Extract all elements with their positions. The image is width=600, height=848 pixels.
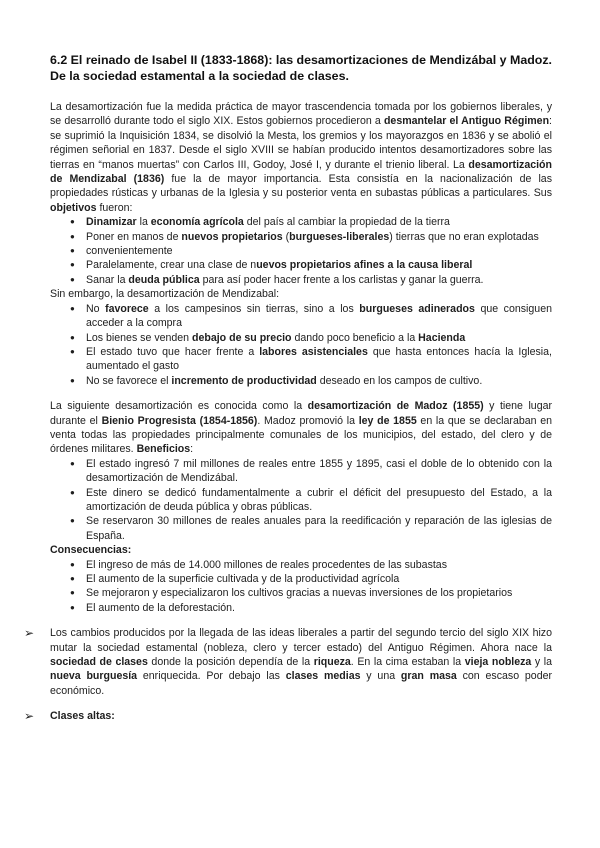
list-item: ● Se reservaron 30 millones de reales anuales para la reedificación y reparación de las iglesias de España. xyxy=(86,514,552,543)
sin-embargo-line: Sin embargo, la desamortización de Mendizabal: xyxy=(50,288,280,301)
list-item: ● Los bienes se venden debajo de su precio dando poco beneficio a la Hacienda xyxy=(86,331,552,345)
list-item: ● El aumento de la superficie cultivada y de la productividad agrícola xyxy=(86,572,552,586)
list-item: ● Poner en manos de nuevos propietarios (burgueses-liberales) tierras que no eran explotadas xyxy=(86,230,552,244)
list-item: ● Paralelamente, crear una clase de nuevos propietarios afines a la causa liberal xyxy=(86,258,552,272)
list-item: ● El estado tuvo que hacer frente a labores asistenciales que hasta entonces hacía la Iglesia, aumentado el gasto xyxy=(86,345,552,374)
page-title: 6.2 El reinado de Isabel II (1833-1868): las desamortizaciones de Mendizábal y Madoz. De la sociedad estamental a la sociedad de clases. xyxy=(50,53,553,83)
arrow-bullet-icon: ➢ xyxy=(24,626,35,641)
intro-paragraph: La desamortización fue la medida práctica de mayor trascendencia tomada por los gobiernos liberales, y se desarrolló durante todo el siglo XIX. Estos gobiernos procedieron a desmantelar el Antiguo Régimen: se suprimió la Inquisición 1834, se disolvió la Mesta, los gremios y los mayorazgos en 1836 y se abolió el régimen señorial en 1837. Desde el siglo XVIII se habían producido intentos desamortizadores sobre las tierras en “manos muertas” con Carlos III, Godoy, José I, y durante el trienio liberal. La desamortización de Mendizabal (1836) fue la de mayor importancia. Esta consistía en la nacionalización de las propiedades rústicas y urbanas de la Iglesia y su posterior venta en subastas públicas a particulares. Sus objetivos fueron: xyxy=(50,101,553,214)
mendizabal-list xyxy=(50,302,552,388)
arrow-bullet-icon: ➢ xyxy=(24,709,35,724)
list-item: ● convenientemente xyxy=(86,244,552,258)
list-item: ● Se mejoraron y especializaron los cultivos gracias a nuevas inversiones de los propietarios xyxy=(86,586,552,600)
list-item: ● Dinamizar la economía agrícola del país al cambiar la propiedad de la tierra xyxy=(86,215,552,229)
madoz-paragraph: La siguiente desamortización es conocida como la desamortización de Madoz (1855) y tiene lugar durante el Bienio Progresista (1854-1856). Madoz promovió la ley de 1855 en la que se declaraban en venta todas las propiedades principalmente comunales de los municipios, del estado, del clero y de órdenes militares. Beneficios: xyxy=(50,400,553,456)
beneficios-list xyxy=(50,457,552,543)
sociedad-paragraph: ➢ Los cambios producidos por la llegada de las ideas liberales a partir del segundo tercio del siglo XIX hizo mutar la sociedad estamental (nobleza, clero y tercer estado) del Antiguo Régimen. Ahora nace la sociedad de clases donde la posición dependía de la riqueza. En la cima estaban la vieja nobleza y la nueva burguesía enriquecida. Por debajo las clases medias y una gran masa con escaso poder económico. xyxy=(24,626,553,697)
consecuencias-list xyxy=(50,558,552,616)
list-item: ● El aumento de la deforestación. xyxy=(86,601,552,615)
list-item: ● No se favorece el incremento de productividad deseado en los campos de cultivo. xyxy=(86,374,552,388)
clases-altas-heading: ➢ Clases altas: xyxy=(24,709,115,724)
list-item: ● El ingreso de más de 14.000 millones de reales procedentes de las subastas xyxy=(86,558,552,572)
consecuencias-heading: Consecuencias: xyxy=(50,544,132,557)
list-item: ● Este dinero se dedicó fundamentalmente a cubrir el déficit del presupuesto del Estado, a la amortización de deuda pública y obras públicas. xyxy=(86,486,552,515)
list-item: ● No favorece a los campesinos sin tierras, sino a los burgueses adinerados que consiguen acceder a la compra xyxy=(86,302,552,331)
list-item: ● Sanar la deuda pública para así poder hacer frente a los carlistas y ganar la guerra. xyxy=(86,273,552,287)
objetivos-list xyxy=(50,215,552,287)
list-item: ● El estado ingresó 7 mil millones de reales entre 1855 y 1895, casi el doble de lo obtenido con la desamortización de Mendizábal. xyxy=(86,457,552,486)
